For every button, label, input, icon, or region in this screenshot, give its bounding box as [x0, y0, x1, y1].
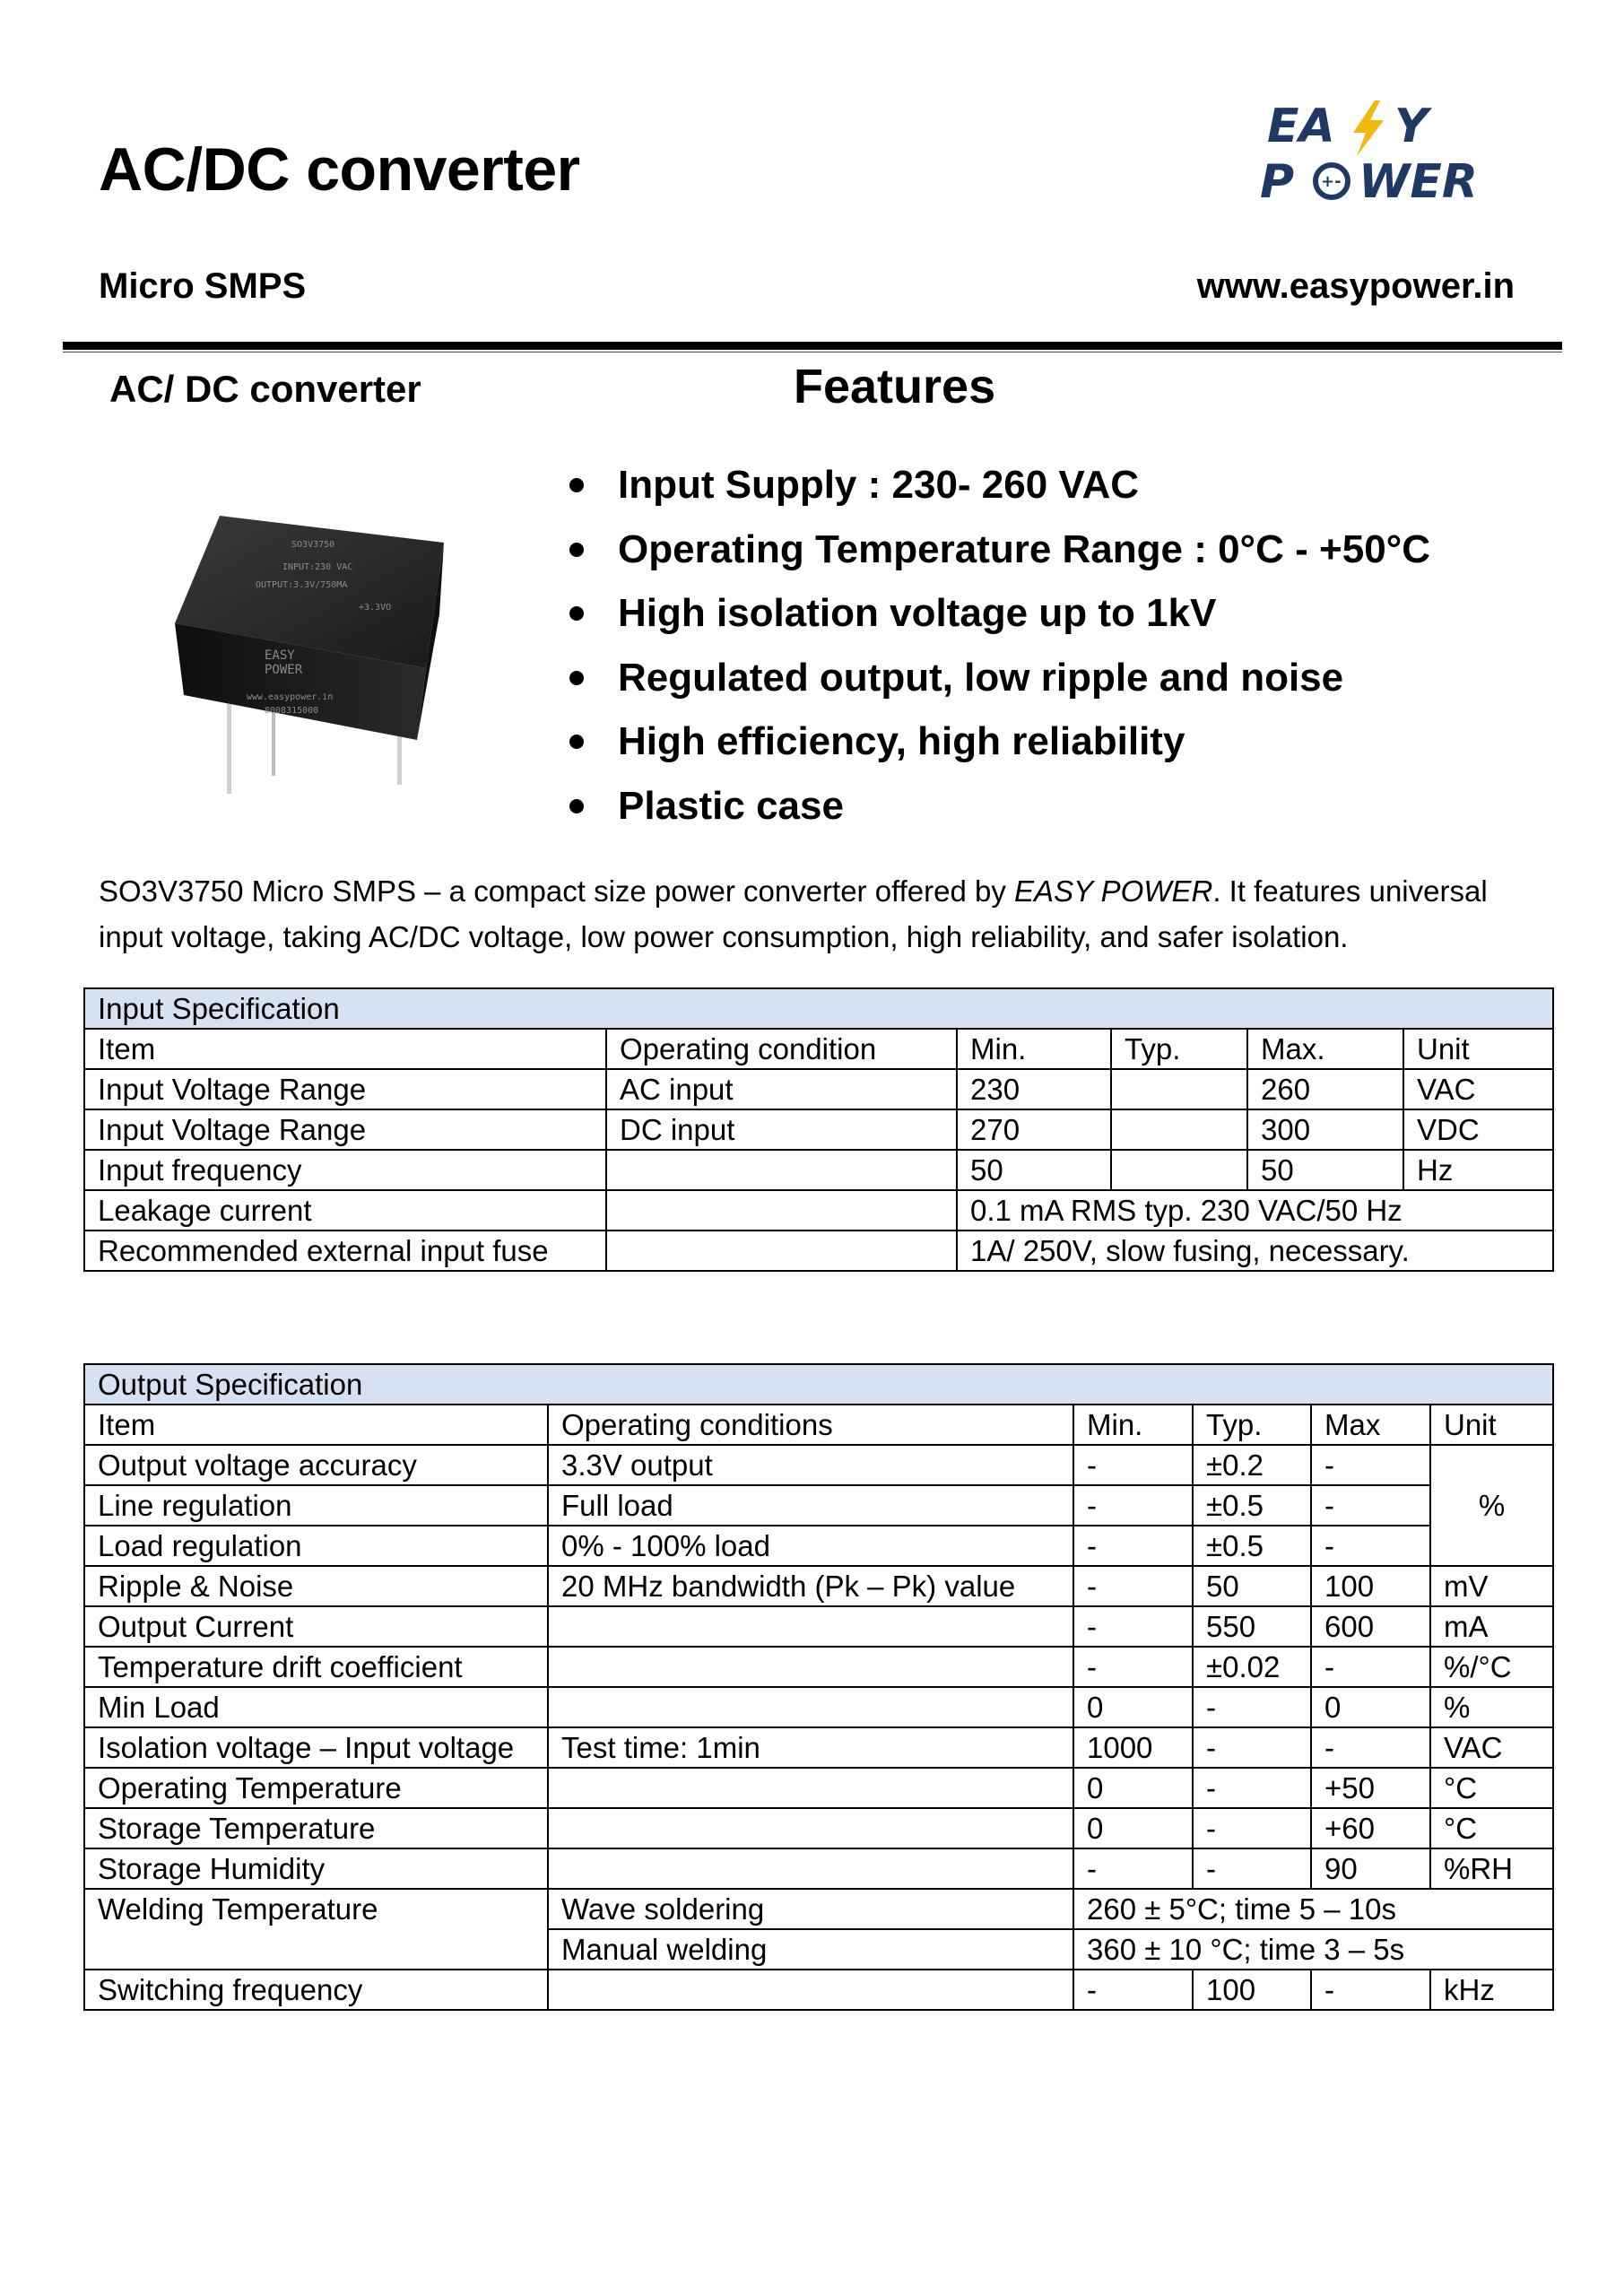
- table-cell: Storage Humidity: [84, 1848, 548, 1889]
- table-cell: -: [1073, 1485, 1193, 1526]
- table-cell: -: [1193, 1768, 1311, 1808]
- table-cell: Input frequency: [84, 1150, 606, 1190]
- input-spec-table: [83, 987, 1554, 1272]
- table-cell: -: [1193, 1808, 1311, 1848]
- table-row: [84, 1848, 1553, 1889]
- table-cell: -: [1073, 1970, 1193, 2010]
- document-subtitle: Micro SMPS: [99, 266, 307, 306]
- table-cell: [1111, 1150, 1247, 1190]
- feature-item: High efficiency, high reliability: [569, 709, 1430, 774]
- lightning-bolt-icon: [1353, 100, 1384, 156]
- table-cell: 300: [1247, 1109, 1403, 1150]
- table-cell: Welding Temperature: [84, 1889, 548, 1970]
- bullet-icon: [569, 799, 584, 813]
- product-image: [166, 498, 462, 803]
- table-cell: [606, 1231, 957, 1271]
- table-cell: 0: [1073, 1687, 1193, 1727]
- table-cell: %: [1430, 1687, 1553, 1727]
- table-cell: -: [1073, 1566, 1193, 1606]
- bullet-icon: [569, 543, 584, 557]
- column-header: Min.: [957, 1029, 1111, 1069]
- table-cell: -: [1193, 1687, 1311, 1727]
- bullet-icon: [569, 478, 584, 492]
- table-cell: °C: [1430, 1808, 1553, 1848]
- table-cell: [1111, 1069, 1247, 1109]
- table-cell: [548, 1808, 1073, 1848]
- feature-item: Operating Temperature Range : 0°C - +50°C: [569, 517, 1430, 582]
- table-cell: ±0.5: [1193, 1526, 1311, 1566]
- table-row: [84, 1606, 1553, 1647]
- table-row: [84, 1445, 1553, 1485]
- table-cell: Min Load: [84, 1687, 548, 1727]
- table-cell: 100: [1193, 1970, 1311, 2010]
- logo-text-wer: WER: [1359, 155, 1478, 204]
- table-cell: [1111, 1109, 1247, 1150]
- table-row: [84, 1150, 1553, 1190]
- table-cell: 50: [957, 1150, 1111, 1190]
- table-cell: [548, 1687, 1073, 1727]
- table-cell: 230: [957, 1069, 1111, 1109]
- table-cell: Isolation voltage – Input voltage: [84, 1727, 548, 1768]
- table-row: [84, 1566, 1553, 1606]
- table-row: [84, 1069, 1553, 1109]
- table-cell: DC input: [606, 1109, 957, 1150]
- column-header: Unit: [1430, 1405, 1553, 1445]
- table-cell: %: [1430, 1445, 1553, 1566]
- table-cell: VDC: [1403, 1109, 1553, 1150]
- table-cell: -: [1193, 1727, 1311, 1768]
- table-cell: -: [1073, 1526, 1193, 1566]
- bullet-icon: [569, 735, 584, 749]
- section-heading: AC/ DC converter: [109, 368, 421, 410]
- table-row: [84, 1485, 1553, 1526]
- table-cell: Temperature drift coefficient: [84, 1647, 548, 1687]
- table-cell: mA: [1430, 1606, 1553, 1647]
- bullet-icon: [569, 671, 584, 685]
- table-cell: -: [1311, 1445, 1430, 1485]
- features-title: Features: [794, 360, 996, 413]
- table-cell: 600: [1311, 1606, 1430, 1647]
- table-cell: Output voltage accuracy: [84, 1445, 548, 1485]
- column-header: Max.: [1247, 1029, 1403, 1069]
- table-cell: +60: [1311, 1808, 1430, 1848]
- table-cell: Hz: [1403, 1150, 1553, 1190]
- table-row: [84, 1768, 1553, 1808]
- logo-plus-minus: +-: [1321, 172, 1342, 191]
- table-cell: [606, 1190, 957, 1231]
- table-cell: 1A/ 250V, slow fusing, necessary.: [957, 1231, 1553, 1271]
- table-cell: -: [1311, 1970, 1430, 2010]
- column-header: Operating condition: [606, 1029, 957, 1069]
- table-cell: [548, 1768, 1073, 1808]
- product-label-brand2: POWER: [265, 663, 303, 677]
- table-cell: ±0.5: [1193, 1485, 1311, 1526]
- table-cell: [548, 1970, 1073, 2010]
- table-cell: %RH: [1430, 1848, 1553, 1889]
- table-row: [84, 1647, 1553, 1687]
- table-cell: Load regulation: [84, 1526, 548, 1566]
- column-header: Item: [84, 1405, 548, 1445]
- table-cell: Full load: [548, 1485, 1073, 1526]
- column-header: Typ.: [1111, 1029, 1247, 1069]
- table-cell: Leakage current: [84, 1190, 606, 1231]
- table-cell: [548, 1647, 1073, 1687]
- table-cell: 0% - 100% load: [548, 1526, 1073, 1566]
- table-cell: Switching frequency: [84, 1970, 548, 2010]
- table-cell: Output Current: [84, 1606, 548, 1647]
- table-cell: -: [1311, 1647, 1430, 1687]
- table-cell: -: [1311, 1526, 1430, 1566]
- product-label-output: OUTPUT:3.3V/750MA: [256, 580, 348, 590]
- feature-item: Input Supply : 230- 260 VAC: [569, 453, 1430, 517]
- table-cell: 0: [1073, 1808, 1193, 1848]
- table-cell: 3.3V output: [548, 1445, 1073, 1485]
- table-cell: 260: [1247, 1069, 1403, 1109]
- table-cell: °C: [1430, 1768, 1553, 1808]
- table-cell: Line regulation: [84, 1485, 548, 1526]
- product-label-input: INPUT:230 VAC: [282, 562, 353, 572]
- table-cell: Input Voltage Range: [84, 1109, 606, 1150]
- table-row: [84, 1727, 1553, 1768]
- table-cell: -: [1073, 1848, 1193, 1889]
- table-cell: -: [1311, 1727, 1430, 1768]
- table-cell: Ripple & Noise: [84, 1566, 548, 1606]
- table-cell: mV: [1430, 1566, 1553, 1606]
- table-cell: kHz: [1430, 1970, 1553, 2010]
- easy-power-logo: [1260, 97, 1493, 204]
- feature-item: High isolation voltage up to 1kV: [569, 581, 1430, 646]
- output-spec-table: [83, 1363, 1554, 2011]
- table-cell: [548, 1848, 1073, 1889]
- table-header-row: [84, 1029, 1553, 1069]
- table-title: Output Specification: [84, 1364, 1553, 1405]
- table-cell: VAC: [1403, 1069, 1553, 1109]
- table-header-row: [84, 1405, 1553, 1445]
- table-cell: Manual welding: [548, 1929, 1073, 1970]
- table-cell: Operating Temperature: [84, 1768, 548, 1808]
- product-label-phone: 8008315000: [265, 706, 319, 716]
- column-header: Typ.: [1193, 1405, 1311, 1445]
- table-cell: %/°C: [1430, 1647, 1553, 1687]
- table-cell: 100: [1311, 1566, 1430, 1606]
- table-cell: -: [1311, 1485, 1430, 1526]
- table-cell: [606, 1150, 957, 1190]
- logo-text-y: Y: [1394, 100, 1429, 153]
- table-row: [84, 1808, 1553, 1848]
- table-cell: Input Voltage Range: [84, 1069, 606, 1109]
- table-row: [84, 1190, 1553, 1231]
- table-cell: -: [1073, 1606, 1193, 1647]
- table-cell: -: [1193, 1848, 1311, 1889]
- table-cell: 20 MHz bandwidth (Pk – Pk) value: [548, 1566, 1073, 1606]
- table-cell: Test time: 1min: [548, 1727, 1073, 1768]
- table-row: [84, 1970, 1553, 2010]
- table-cell: VAC: [1430, 1727, 1553, 1768]
- bullet-icon: [569, 606, 584, 621]
- feature-item: Regulated output, low ripple and noise: [569, 646, 1430, 710]
- table-cell: -: [1073, 1445, 1193, 1485]
- table-cell: 90: [1311, 1848, 1430, 1889]
- column-header: Item: [84, 1029, 606, 1069]
- table-cell: Storage Temperature: [84, 1808, 548, 1848]
- product-label-v: +3.3VO: [359, 603, 392, 613]
- column-header: Unit: [1403, 1029, 1553, 1069]
- table-title: Input Specification: [84, 988, 1553, 1029]
- table-cell: 50: [1247, 1150, 1403, 1190]
- table-cell: 0.1 mA RMS typ. 230 VAC/50 Hz: [957, 1190, 1553, 1231]
- column-header: Min.: [1073, 1405, 1193, 1445]
- logo-text-ea: EA: [1267, 100, 1335, 153]
- table-row: [84, 1889, 1553, 1929]
- product-description: SO3V3750 Micro SMPS – a compact size power converter offered by EASY POWER. It features universal input voltage, taking AC/DC voltage, low power consumption, high reliability, and safer isolation.: [99, 874, 1488, 953]
- table-row: [84, 1231, 1553, 1271]
- features-list: [569, 453, 1430, 838]
- table-cell: 360 ± 10 °C; time 3 – 5s: [1073, 1929, 1553, 1970]
- feature-item: Plastic case: [569, 774, 1430, 839]
- table-cell: 270: [957, 1109, 1111, 1150]
- table-cell: 550: [1193, 1606, 1311, 1647]
- table-cell: Recommended external input fuse: [84, 1231, 606, 1271]
- product-label-model: SO3V3750: [291, 540, 335, 550]
- table-cell: 260 ± 5°C; time 5 – 10s: [1073, 1889, 1553, 1929]
- document-title: AC/DC converter: [99, 135, 580, 204]
- table-row: [84, 1687, 1553, 1727]
- table-row: [84, 1109, 1553, 1150]
- table-cell: 0: [1311, 1687, 1430, 1727]
- table-cell: 1000: [1073, 1727, 1193, 1768]
- column-header: Operating conditions: [548, 1405, 1073, 1445]
- table-cell: AC input: [606, 1069, 957, 1109]
- table-cell: +50: [1311, 1768, 1430, 1808]
- header-divider: [63, 342, 1562, 350]
- table-cell: ±0.2: [1193, 1445, 1311, 1485]
- table-cell: Wave soldering: [548, 1889, 1073, 1929]
- website-link[interactable]: www.easypower.in: [1196, 266, 1515, 306]
- table-cell: 50: [1193, 1566, 1311, 1606]
- table-cell: ±0.02: [1193, 1647, 1311, 1687]
- table-cell: [548, 1606, 1073, 1647]
- product-label-brand1: EASY: [265, 648, 295, 663]
- table-cell: -: [1073, 1647, 1193, 1687]
- table-cell: 0: [1073, 1768, 1193, 1808]
- product-label-url: www.easypower.in: [247, 692, 334, 702]
- table-row: [84, 1526, 1553, 1566]
- column-header: Max: [1311, 1405, 1430, 1445]
- brand-name: EASY POWER: [1014, 874, 1213, 908]
- logo-text-p: P: [1260, 155, 1295, 204]
